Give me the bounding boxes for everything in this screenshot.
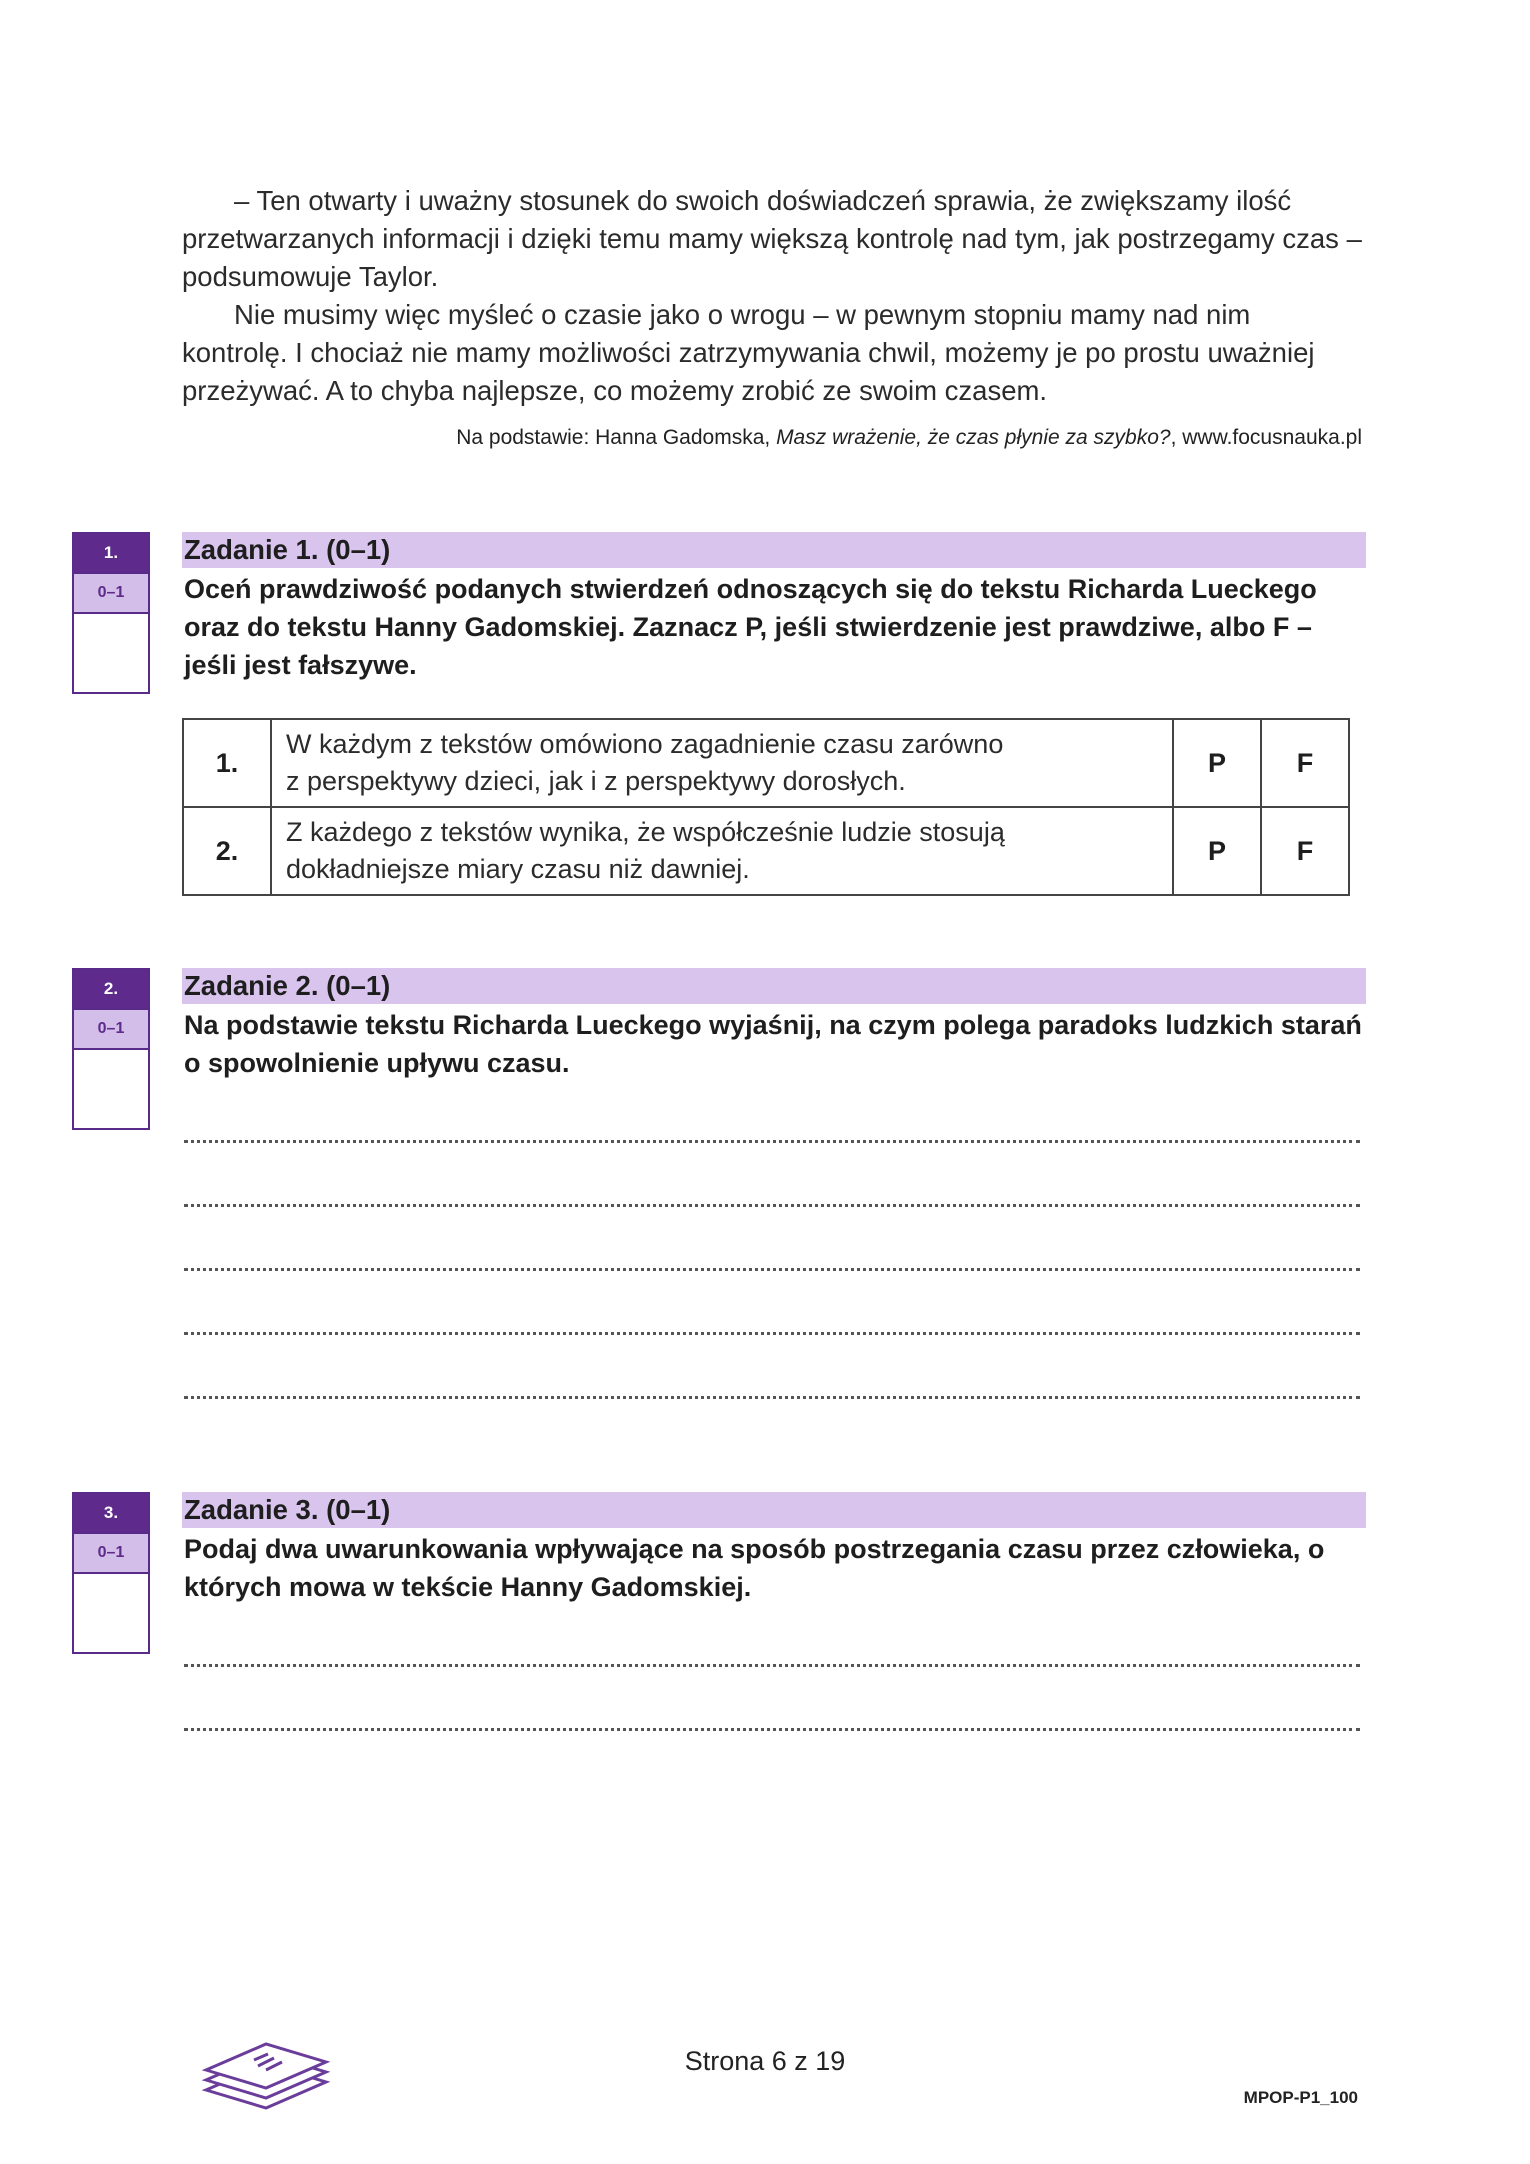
score-entry-field[interactable]: [74, 1050, 148, 1128]
statement-number: 2.: [183, 807, 271, 895]
intro-text: [182, 182, 1362, 410]
answer-line[interactable]: [184, 1332, 1360, 1335]
option-true[interactable]: P: [1173, 719, 1261, 807]
task-number: 2.: [74, 970, 148, 1008]
answer-line[interactable]: [184, 1664, 1360, 1667]
score-entry-field[interactable]: [74, 614, 148, 692]
option-false[interactable]: F: [1261, 719, 1349, 807]
intro-paragraph-1: – Ten otwarty i uważny stosunek do swoich doświadczeń sprawia, że zwiększamy ilość przetwarzanych informacji i dzięki temu mamy większą kontrolę nad tym, jak postrzegamy czas – podsumowuje Taylor.: [182, 185, 1362, 292]
task-points: 0–1: [74, 1532, 148, 1574]
score-box-task-1: [72, 532, 150, 694]
source-suffix: , www.focusnauka.pl: [1170, 426, 1362, 449]
task-points: 0–1: [74, 572, 148, 614]
task-3-question: Podaj dwa uwarunkowania wpływające na sposób postrzegania czasu przez człowieka, o których mowa w tekście Hanny Gadomskiej.: [184, 1534, 1325, 1602]
source-citation: [182, 426, 1362, 450]
score-entry-field[interactable]: [74, 1574, 148, 1652]
statement-text: [271, 719, 1173, 807]
statement-line: W każdym z tekstów omówiono zagadnienie czasu zarówno: [286, 729, 1004, 759]
statement-number: 1.: [183, 719, 271, 807]
source-prefix: Na podstawie: Hanna Gadomska,: [456, 426, 777, 449]
answer-line[interactable]: [184, 1396, 1360, 1399]
task-2-title: Zadanie 2. (0–1): [184, 970, 391, 1001]
answer-line[interactable]: [184, 1140, 1360, 1143]
table-row: [183, 807, 1349, 895]
score-box-task-3: [72, 1492, 150, 1654]
task-1-question: Oceń prawdziwość podanych stwierdzeń odnoszących się do tekstu Richarda Lueckego oraz do tekstu Hanny Gadomskiej. Zaznacz P, jeśli stwierdzenie jest prawdziwe, albo F – jeśli jest fałszywe.: [184, 574, 1317, 680]
task-number: 1.: [74, 534, 148, 572]
task-3-title: Zadanie 3. (0–1): [184, 1494, 391, 1525]
option-true[interactable]: P: [1173, 807, 1261, 895]
task-2-question: Na podstawie tekstu Richarda Lueckego wyjaśnij, na czym polega paradoks ludzkich starań o spowolnienie upływu czasu.: [184, 1010, 1362, 1078]
task-number: 3.: [74, 1494, 148, 1532]
score-box-task-2: [72, 968, 150, 1130]
option-false[interactable]: F: [1261, 807, 1349, 895]
page-number: Strona 6 z 19: [684, 2046, 846, 2076]
answer-line[interactable]: [184, 1204, 1360, 1207]
statement-text: [271, 807, 1173, 895]
source-title: Masz wrażenie, że czas płynie za szybko?: [776, 426, 1171, 449]
answer-line[interactable]: [184, 1268, 1360, 1271]
true-false-table: [182, 718, 1350, 896]
task-points: 0–1: [74, 1008, 148, 1050]
intro-paragraph-2: Nie musimy więc myśleć o czasie jako o wrogu – w pewnym stopniu mamy nad nim kontrolę. I chociaż nie mamy możliwości zatrzymywania chwil, możemy je po prostu uważniej przeżywać. A to chyba najlepsze, co możemy zrobić ze swoim czasem.: [182, 299, 1315, 406]
statement-line: z perspektywy dzieci, jak i z perspektywy dorosłych.: [286, 766, 906, 796]
statement-line: dokładniejsze miary czasu niż dawniej.: [286, 854, 750, 884]
table-row: [183, 719, 1349, 807]
answer-line[interactable]: [184, 1728, 1360, 1731]
task-1-title: Zadanie 1. (0–1): [184, 534, 391, 565]
statement-line: Z każdego z tekstów wynika, że współcześnie ludzie stosują: [286, 817, 1005, 847]
document-code: MPOP-P1_100: [1243, 2088, 1358, 2107]
